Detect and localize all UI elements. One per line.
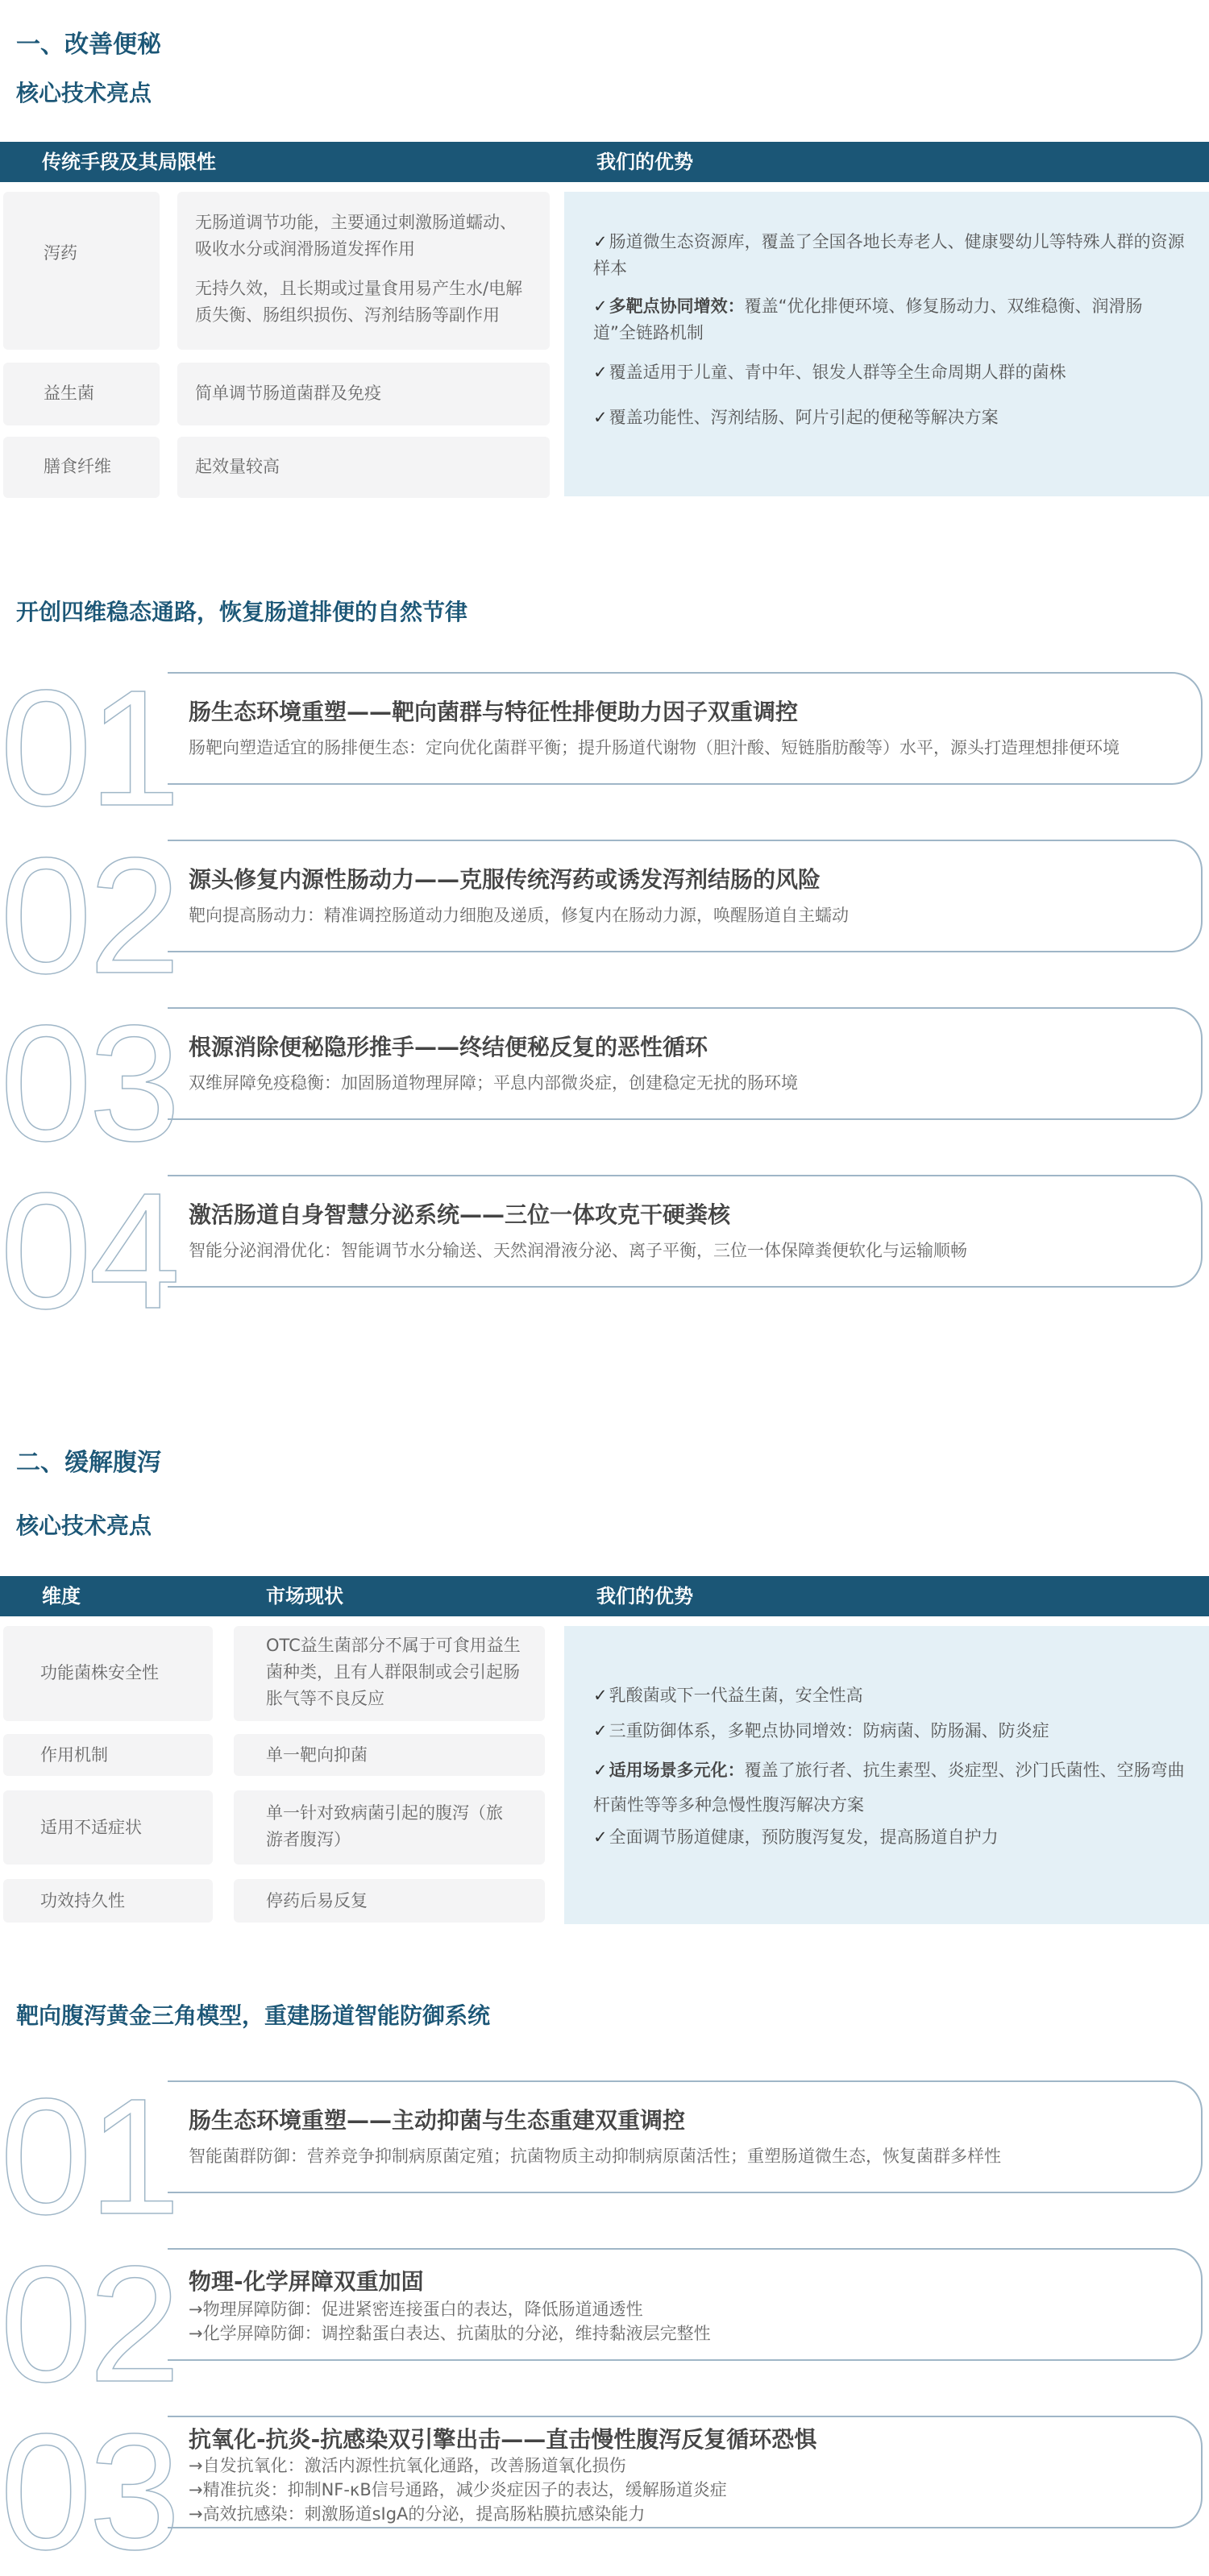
card-number: 03	[0, 991, 178, 1176]
section-2-subtitle: 核心技术亮点	[16, 1512, 152, 1539]
row-label-text: 功效持久性	[40, 1891, 125, 1910]
advantage-item: ✓多靶点协同增效：覆盖“优化排便环境、修复肠动力、双维稳衡、润滑肠道”全链路机制	[593, 297, 1143, 342]
card-title: 抗氧化-抗炎-抗感染双引擎出击——直击慢性腹泻反复循环恐惧	[189, 2426, 817, 2453]
row-desc-text: 单一靶向抑菌	[266, 1745, 368, 1765]
card-desc: →物理屏障防御：促进紧密连接蛋白的表达，降低肠道通透性	[189, 2300, 643, 2319]
table-2-advantages	[564, 1626, 1209, 1924]
table-2-row-desc	[234, 1734, 545, 1776]
table-2-header-col2: 市场现状	[266, 1585, 343, 1607]
table-1-row-desc	[177, 192, 550, 350]
row-desc-text: 无肠道调节功能，主要通过刺激肠道蠕动、吸收水分或润滑肠道发挥作用	[195, 213, 517, 259]
table-2-row-desc	[234, 1879, 545, 1923]
table-2-row-label	[3, 1879, 213, 1923]
table-2-row-label	[3, 1626, 213, 1721]
row-label-text: 益生菌	[44, 384, 94, 403]
section-1-subtitle: 核心技术亮点	[16, 80, 152, 106]
section-2-title: 二、缓解腹泻	[16, 1449, 161, 1477]
card-desc: →精准抗炎：抑制NF-κB信号通路，减少炎症因子的表达，缓解肠道炎症	[189, 2480, 727, 2499]
model-card	[168, 2416, 1203, 2528]
table-1-advantages	[564, 192, 1209, 496]
row-label-text: 功能菌株安全性	[40, 1663, 159, 1682]
model-1-title: 开创四维稳态通路，恢复肠道排便的自然节律	[16, 599, 468, 625]
checkmark-icon: ✓	[593, 1686, 608, 1705]
model-2-title: 靶向腹泻黄金三角模型，重建肠道智能防御系统	[16, 2002, 491, 2029]
advantage-item: ✓乳酸菌或下一代益生菌，安全性高	[593, 1686, 863, 1705]
card-title: 源头修复内源性肠动力——克服传统泻药或诱发泻剂结肠的风险	[189, 866, 821, 893]
row-desc-text: 单一针对致病菌引起的腹泻（旅游者腹泻）	[266, 1803, 503, 1849]
table-1-header	[0, 142, 1209, 182]
row-label-text: 膳食纤维	[44, 457, 111, 476]
card-desc: →自发抗氧化：激活内源性抗氧化通路，改善肠道氧化损伤	[189, 2456, 626, 2475]
card-number: 04	[0, 1159, 178, 1343]
table-1-row-label	[3, 192, 160, 350]
checkmark-icon: ✓	[593, 363, 608, 382]
section-1-title: 一、改善便秘	[16, 31, 161, 59]
model-card	[168, 2248, 1203, 2361]
model-card	[168, 672, 1203, 785]
row-label-text: 作用机制	[40, 1745, 108, 1765]
card-desc: 双维屏障免疫稳衡：加固肠道物理屏障；平息内部微炎症，创建稳定无扰的肠环境	[189, 1073, 798, 1093]
card-desc: →高效抗感染：刺激肠道sIgA的分泌，提高肠粘膜抗感染能力	[189, 2504, 646, 2524]
model-card	[168, 840, 1203, 952]
model-card	[168, 1007, 1203, 1120]
table-1-row-desc	[177, 363, 550, 425]
card-title: 肠生态环境重塑——靶向菌群与特征性排便助力因子双重调控	[189, 699, 799, 725]
advantage-item: ✓适用场景多元化：覆盖了旅行者、抗生素型、炎症型、沙门氏菌性、空肠弯曲杆菌性等等多种急慢性腹泻解决方案	[593, 1761, 1185, 1815]
checkmark-icon: ✓	[593, 297, 608, 316]
table-2-row-desc	[234, 1790, 545, 1865]
row-desc-text: 简单调节肠道菌群及免疫	[195, 384, 381, 403]
checkmark-icon: ✓	[593, 1827, 608, 1847]
checkmark-icon: ✓	[593, 232, 608, 251]
card-number: 01	[0, 656, 178, 840]
advantage-item: ✓覆盖功能性、泻剂结肠、阿片引起的便秘等解决方案	[593, 408, 999, 427]
checkmark-icon: ✓	[593, 408, 608, 427]
table-2-header-col1: 维度	[42, 1585, 81, 1607]
advantage-item: ✓全面调节肠道健康，预防腹泻复发，提高肠道自护力	[593, 1827, 999, 1847]
card-title: 肠生态环境重塑——主动抑菌与生态重建双重调控	[189, 2107, 686, 2134]
card-number: 03	[0, 2400, 178, 2576]
row-desc-text: 无持久效，且长期或过量食用易产生水/电解质失衡、肠组织损伤、泻剂结肠等副作用	[195, 279, 523, 325]
card-desc: →化学屏障防御：调控黏蛋白表达、抗菌肽的分泌，维持黏液层完整性	[189, 2324, 711, 2343]
advantage-item: ✓三重防御体系，多靶点协同增效：防病菌、防肠漏、防炎症	[593, 1721, 1049, 1740]
row-desc-text: OTC益生菌部分不属于可食用益生菌种类，且有人群限制或会引起肠胀气等不良反应	[266, 1636, 521, 1708]
row-desc-text: 停药后易反复	[266, 1891, 368, 1910]
advantage-item: ✓覆盖适用于儿童、青中年、银发人群等全生命周期人群的菌株	[593, 363, 1066, 382]
model-card	[168, 1175, 1203, 1288]
card-title: 根源消除便秘隐形推手——终结便秘反复的恶性循环	[189, 1034, 708, 1060]
table-2-row-desc	[234, 1626, 545, 1721]
checkmark-icon: ✓	[593, 1721, 608, 1740]
card-title: 物理-化学屏障双重加固	[189, 2268, 424, 2295]
table-1-row-desc	[177, 437, 550, 498]
table-1-header-col2: 我们的优势	[596, 151, 693, 173]
card-desc: 肠靶向塑造适宜的肠排便生态：定向优化菌群平衡；提升肠道代谢物（胆汁酸、短链脂肪酸等）水平，源头打造理想排便环境	[189, 738, 1120, 757]
card-desc: 靶向提高肠动力：精准调控肠道动力细胞及递质，修复内在肠动力源，唤醒肠道自主蠕动	[189, 906, 849, 925]
model-card	[168, 2080, 1203, 2193]
table-1-header-col1: 传统手段及其局限性	[42, 151, 216, 173]
row-desc-text: 起效量较高	[195, 457, 280, 476]
card-title: 激活肠道自身智慧分泌系统——三位一体攻克干硬粪核	[189, 1201, 731, 1228]
card-number: 02	[0, 823, 178, 1008]
card-desc: 智能菌群防御：营养竞争抑制病原菌定殖；抗菌物质主动抑制病原菌活性；重塑肠道微生态，恢复菌群多样性	[189, 2147, 1001, 2166]
row-label-text: 泻药	[44, 243, 77, 263]
card-number: 02	[0, 2232, 178, 2416]
table-1-row-label	[3, 363, 160, 425]
table-1-row-label	[3, 437, 160, 498]
card-number: 01	[0, 2064, 178, 2249]
table-2-header-col3: 我们的优势	[596, 1585, 693, 1607]
advantage-item: ✓肠道微生态资源库，覆盖了全国各地长寿老人、健康婴幼儿等特殊人群的资源样本	[593, 232, 1185, 278]
row-label-text: 适用不适症状	[40, 1818, 142, 1837]
checkmark-icon: ✓	[593, 1761, 608, 1780]
card-desc: 智能分泌润滑优化：智能调节水分输送、天然润滑液分泌、离子平衡，三位一体保障粪便软化与运输顺畅	[189, 1241, 967, 1260]
table-2-header	[0, 1576, 1209, 1616]
table-2-row-label	[3, 1734, 213, 1776]
table-2-row-label	[3, 1790, 213, 1865]
